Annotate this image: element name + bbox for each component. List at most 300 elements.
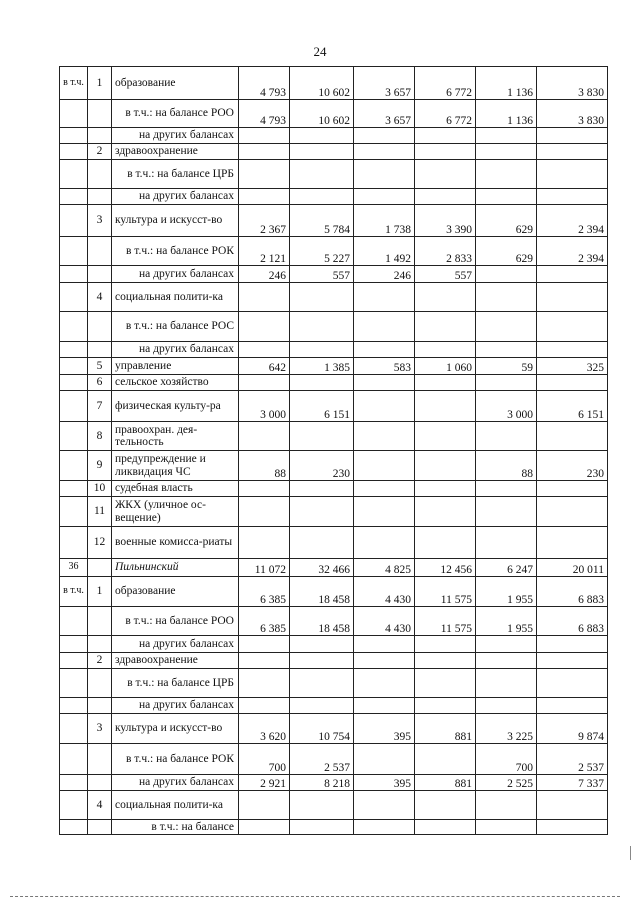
value-cell: 2 537	[537, 744, 608, 775]
value-cell: 4 793	[239, 67, 290, 100]
row-group-cell	[60, 100, 88, 128]
row-group-cell	[60, 669, 88, 698]
row-group-cell	[60, 497, 88, 527]
table-row	[60, 636, 608, 653]
value-cell: 10 602	[290, 67, 354, 100]
table-row	[60, 358, 608, 375]
value-cell	[476, 128, 537, 144]
value-cell: 3 225	[476, 714, 537, 744]
value-cell	[239, 497, 290, 527]
row-number-cell	[88, 266, 112, 283]
value-cell: 1 738	[354, 205, 415, 237]
value-cell: 3 620	[239, 714, 290, 744]
value-cell	[415, 497, 476, 527]
value-cell	[239, 128, 290, 144]
value-cell	[537, 653, 608, 669]
row-group-cell	[60, 698, 88, 714]
row-label-cell: в т.ч.: на балансе РОК	[112, 237, 239, 266]
row-group-cell	[60, 653, 88, 669]
value-cell: 88	[239, 451, 290, 481]
row-label-cell: социальная полити-ка	[112, 791, 239, 820]
table-row	[60, 698, 608, 714]
row-label-cell: Пильнинский	[112, 559, 239, 577]
value-cell	[476, 481, 537, 497]
row-number-cell	[88, 237, 112, 266]
row-number-cell: 1	[88, 577, 112, 607]
table-row	[60, 497, 608, 527]
table-row	[60, 527, 608, 559]
value-cell	[537, 312, 608, 342]
row-group-cell	[60, 791, 88, 820]
row-group-cell	[60, 375, 88, 391]
page-number: 24	[313, 44, 327, 59]
value-cell	[415, 636, 476, 653]
row-number-cell	[88, 744, 112, 775]
row-group-cell	[60, 312, 88, 342]
row-number-cell	[88, 100, 112, 128]
value-cell	[239, 791, 290, 820]
value-cell	[354, 497, 415, 527]
value-cell	[239, 636, 290, 653]
value-cell	[239, 283, 290, 312]
bottom-rule	[10, 896, 620, 897]
row-group-cell	[60, 266, 88, 283]
value-cell	[415, 128, 476, 144]
row-group-cell	[60, 358, 88, 375]
value-cell: 230	[290, 451, 354, 481]
value-cell	[415, 820, 476, 835]
row-label-cell: на других балансах	[112, 266, 239, 283]
table-row	[60, 128, 608, 144]
value-cell: 700	[239, 744, 290, 775]
value-cell: 557	[415, 266, 476, 283]
row-number-cell	[88, 669, 112, 698]
value-cell: 5 227	[290, 237, 354, 266]
value-cell: 11 575	[415, 607, 476, 636]
value-cell: 246	[239, 266, 290, 283]
value-cell	[415, 791, 476, 820]
value-cell	[354, 636, 415, 653]
row-number-cell	[88, 342, 112, 358]
row-group-cell	[60, 160, 88, 189]
table-row	[60, 744, 608, 775]
table-row	[60, 775, 608, 791]
row-number-cell: 10	[88, 481, 112, 497]
value-cell	[239, 669, 290, 698]
value-cell	[290, 820, 354, 835]
value-cell	[239, 527, 290, 559]
value-cell	[354, 189, 415, 205]
value-cell	[415, 312, 476, 342]
row-label-cell: социальная полити-ка	[112, 283, 239, 312]
value-cell	[354, 527, 415, 559]
value-cell: 2 394	[537, 237, 608, 266]
edge-mark	[630, 846, 631, 860]
row-number-cell	[88, 775, 112, 791]
table-row	[60, 559, 608, 577]
value-cell: 395	[354, 775, 415, 791]
row-label-cell: в т.ч.: на балансе РОО	[112, 100, 239, 128]
value-cell: 3 390	[415, 205, 476, 237]
value-cell: 230	[537, 451, 608, 481]
table-row	[60, 144, 608, 160]
value-cell	[354, 669, 415, 698]
row-group-cell: в т.ч.	[60, 577, 88, 607]
row-label-cell: на других балансах	[112, 698, 239, 714]
value-cell: 3 000	[476, 391, 537, 422]
value-cell: 881	[415, 775, 476, 791]
value-cell	[537, 698, 608, 714]
value-cell	[537, 636, 608, 653]
row-number-cell: 2	[88, 144, 112, 160]
value-cell	[239, 820, 290, 835]
table-row	[60, 391, 608, 422]
value-cell	[354, 342, 415, 358]
value-cell: 59	[476, 358, 537, 375]
table-row	[60, 283, 608, 312]
value-cell	[239, 312, 290, 342]
value-cell	[354, 820, 415, 835]
value-cell	[415, 653, 476, 669]
value-cell	[354, 375, 415, 391]
value-cell	[415, 375, 476, 391]
row-number-cell: 12	[88, 527, 112, 559]
table-row	[60, 820, 608, 835]
value-cell: 3 830	[537, 100, 608, 128]
value-cell	[476, 189, 537, 205]
value-cell	[290, 189, 354, 205]
row-label-cell: образование	[112, 577, 239, 607]
row-label-cell: на других балансах	[112, 636, 239, 653]
value-cell	[537, 497, 608, 527]
value-cell	[537, 283, 608, 312]
row-label-cell: предупреждение и ликвидация ЧС	[112, 451, 239, 481]
value-cell: 557	[290, 266, 354, 283]
value-cell: 5 784	[290, 205, 354, 237]
value-cell: 10 602	[290, 100, 354, 128]
value-cell	[476, 669, 537, 698]
value-cell	[239, 144, 290, 160]
row-label-cell: ЖКХ (уличное ос-вещение)	[112, 497, 239, 527]
row-number-cell: 1	[88, 67, 112, 100]
row-number-cell	[88, 636, 112, 653]
row-number-cell	[88, 312, 112, 342]
table-row	[60, 189, 608, 205]
row-number-cell	[88, 189, 112, 205]
value-cell	[537, 375, 608, 391]
value-cell: 325	[537, 358, 608, 375]
row-label-cell: в т.ч.: на балансе	[112, 820, 239, 835]
row-number-cell: 9	[88, 451, 112, 481]
value-cell	[354, 698, 415, 714]
value-cell: 3 657	[354, 100, 415, 128]
value-cell	[290, 527, 354, 559]
value-cell	[239, 698, 290, 714]
value-cell	[476, 820, 537, 835]
value-cell: 4 825	[354, 559, 415, 577]
row-number-cell: 7	[88, 391, 112, 422]
value-cell	[354, 744, 415, 775]
value-cell	[476, 375, 537, 391]
value-cell	[239, 653, 290, 669]
row-group-cell	[60, 422, 88, 451]
value-cell: 3 000	[239, 391, 290, 422]
value-cell: 6 385	[239, 607, 290, 636]
row-group-cell	[60, 283, 88, 312]
value-cell	[537, 266, 608, 283]
row-group-cell: 36	[60, 559, 88, 577]
value-cell: 4 793	[239, 100, 290, 128]
value-cell: 8 218	[290, 775, 354, 791]
row-group-cell	[60, 342, 88, 358]
row-label-cell: здравоохранение	[112, 144, 239, 160]
row-label-cell: сельское хозяйство	[112, 375, 239, 391]
value-cell	[415, 391, 476, 422]
value-cell	[537, 422, 608, 451]
value-cell: 629	[476, 237, 537, 266]
value-cell	[537, 144, 608, 160]
value-cell	[354, 160, 415, 189]
value-cell	[476, 283, 537, 312]
row-group-cell	[60, 144, 88, 160]
value-cell: 1 955	[476, 577, 537, 607]
value-cell	[290, 283, 354, 312]
value-cell	[537, 342, 608, 358]
value-cell: 1 136	[476, 67, 537, 100]
value-cell	[290, 422, 354, 451]
row-group-cell	[60, 237, 88, 266]
value-cell	[290, 791, 354, 820]
row-group-cell	[60, 636, 88, 653]
row-group-cell	[60, 205, 88, 237]
value-cell	[290, 144, 354, 160]
value-cell: 20 011	[537, 559, 608, 577]
row-number-cell: 3	[88, 205, 112, 237]
row-group-cell	[60, 714, 88, 744]
value-cell: 1 136	[476, 100, 537, 128]
table-row	[60, 607, 608, 636]
value-cell	[239, 375, 290, 391]
row-group-cell	[60, 820, 88, 835]
row-number-cell	[88, 160, 112, 189]
row-number-cell	[88, 128, 112, 144]
value-cell	[290, 698, 354, 714]
value-cell: 395	[354, 714, 415, 744]
value-cell	[239, 160, 290, 189]
value-cell: 6 151	[537, 391, 608, 422]
value-cell	[354, 144, 415, 160]
row-group-cell: в т.ч.	[60, 67, 88, 100]
value-cell	[354, 391, 415, 422]
row-number-cell: 2	[88, 653, 112, 669]
value-cell	[415, 481, 476, 497]
value-cell	[537, 189, 608, 205]
table-row	[60, 266, 608, 283]
row-number-cell: 4	[88, 283, 112, 312]
value-cell	[239, 422, 290, 451]
table-row	[60, 160, 608, 189]
table-row	[60, 451, 608, 481]
value-cell	[537, 527, 608, 559]
value-cell	[476, 266, 537, 283]
row-number-cell: 6	[88, 375, 112, 391]
value-cell	[290, 375, 354, 391]
value-cell: 1 492	[354, 237, 415, 266]
row-label-cell: в т.ч.: на балансе ЦРБ	[112, 669, 239, 698]
value-cell: 629	[476, 205, 537, 237]
value-cell: 18 458	[290, 577, 354, 607]
value-cell: 6 772	[415, 100, 476, 128]
row-number-cell: 5	[88, 358, 112, 375]
value-cell	[537, 128, 608, 144]
row-group-cell	[60, 481, 88, 497]
row-label-cell: на других балансах	[112, 775, 239, 791]
value-cell	[239, 189, 290, 205]
row-label-cell: физическая культу-ра	[112, 391, 239, 422]
value-cell	[415, 451, 476, 481]
value-cell: 7 337	[537, 775, 608, 791]
table-row	[60, 312, 608, 342]
value-cell	[476, 791, 537, 820]
table-row	[60, 653, 608, 669]
value-cell	[537, 791, 608, 820]
row-label-cell: в т.ч.: на балансе РОС	[112, 312, 239, 342]
value-cell	[476, 527, 537, 559]
table-row	[60, 67, 608, 100]
value-cell: 88	[476, 451, 537, 481]
row-number-cell	[88, 698, 112, 714]
value-cell: 642	[239, 358, 290, 375]
table-row	[60, 577, 608, 607]
value-cell: 2 537	[290, 744, 354, 775]
value-cell	[354, 791, 415, 820]
value-cell: 6 883	[537, 607, 608, 636]
value-cell	[537, 160, 608, 189]
row-number-cell	[88, 607, 112, 636]
row-label-cell: культура и искусст-во	[112, 205, 239, 237]
table-row	[60, 422, 608, 451]
value-cell	[476, 160, 537, 189]
budget-table	[59, 66, 608, 835]
value-cell	[415, 160, 476, 189]
row-label-cell: военные комисса-риаты	[112, 527, 239, 559]
row-label-cell: судебная власть	[112, 481, 239, 497]
row-group-cell	[60, 128, 88, 144]
value-cell	[415, 669, 476, 698]
value-cell	[415, 422, 476, 451]
value-cell: 583	[354, 358, 415, 375]
value-cell	[290, 342, 354, 358]
row-number-cell: 8	[88, 422, 112, 451]
value-cell: 2 367	[239, 205, 290, 237]
value-cell	[476, 653, 537, 669]
row-number-cell: 4	[88, 791, 112, 820]
value-cell: 11 072	[239, 559, 290, 577]
value-cell: 2 833	[415, 237, 476, 266]
value-cell	[290, 160, 354, 189]
value-cell: 6 151	[290, 391, 354, 422]
table-row	[60, 481, 608, 497]
value-cell	[290, 497, 354, 527]
value-cell	[476, 144, 537, 160]
value-cell	[354, 481, 415, 497]
value-cell: 1 060	[415, 358, 476, 375]
table-row	[60, 205, 608, 237]
value-cell: 3 830	[537, 67, 608, 100]
row-group-cell	[60, 527, 88, 559]
table-row	[60, 342, 608, 358]
row-label-cell: на других балансах	[112, 189, 239, 205]
value-cell	[354, 128, 415, 144]
value-cell: 10 754	[290, 714, 354, 744]
value-cell	[290, 669, 354, 698]
value-cell	[476, 698, 537, 714]
row-label-cell: в т.ч.: на балансе РОО	[112, 607, 239, 636]
value-cell: 32 466	[290, 559, 354, 577]
value-cell	[290, 653, 354, 669]
value-cell	[415, 189, 476, 205]
row-label-cell: здравоохранение	[112, 653, 239, 669]
value-cell	[537, 481, 608, 497]
row-number-cell	[88, 820, 112, 835]
value-cell	[290, 481, 354, 497]
value-cell	[537, 669, 608, 698]
value-cell	[415, 342, 476, 358]
row-group-cell	[60, 189, 88, 205]
value-cell	[415, 527, 476, 559]
value-cell	[290, 128, 354, 144]
value-cell: 9 874	[537, 714, 608, 744]
value-cell: 3 657	[354, 67, 415, 100]
value-cell: 11 575	[415, 577, 476, 607]
value-cell: 6 883	[537, 577, 608, 607]
row-group-cell	[60, 391, 88, 422]
value-cell: 700	[476, 744, 537, 775]
value-cell	[415, 698, 476, 714]
value-cell: 18 458	[290, 607, 354, 636]
value-cell	[415, 144, 476, 160]
row-label-cell: в т.ч.: на балансе ЦРБ	[112, 160, 239, 189]
value-cell: 2 121	[239, 237, 290, 266]
row-label-cell: управление	[112, 358, 239, 375]
value-cell	[476, 312, 537, 342]
value-cell	[239, 342, 290, 358]
table-row	[60, 237, 608, 266]
table-row	[60, 375, 608, 391]
table-row	[60, 714, 608, 744]
value-cell	[415, 744, 476, 775]
value-cell	[354, 283, 415, 312]
row-group-cell	[60, 607, 88, 636]
value-cell: 4 430	[354, 577, 415, 607]
row-group-cell	[60, 775, 88, 791]
value-cell: 1 385	[290, 358, 354, 375]
row-label-cell: на других балансах	[112, 342, 239, 358]
row-label-cell: правоохран. дея-тельность	[112, 422, 239, 451]
table-row	[60, 100, 608, 128]
row-group-cell	[60, 451, 88, 481]
value-cell	[476, 342, 537, 358]
row-number-cell: 11	[88, 497, 112, 527]
value-cell: 2 525	[476, 775, 537, 791]
value-cell	[537, 820, 608, 835]
row-label-cell: на других балансах	[112, 128, 239, 144]
value-cell	[354, 451, 415, 481]
row-number-cell: 3	[88, 714, 112, 744]
value-cell: 6 385	[239, 577, 290, 607]
value-cell: 6 772	[415, 67, 476, 100]
value-cell	[415, 283, 476, 312]
